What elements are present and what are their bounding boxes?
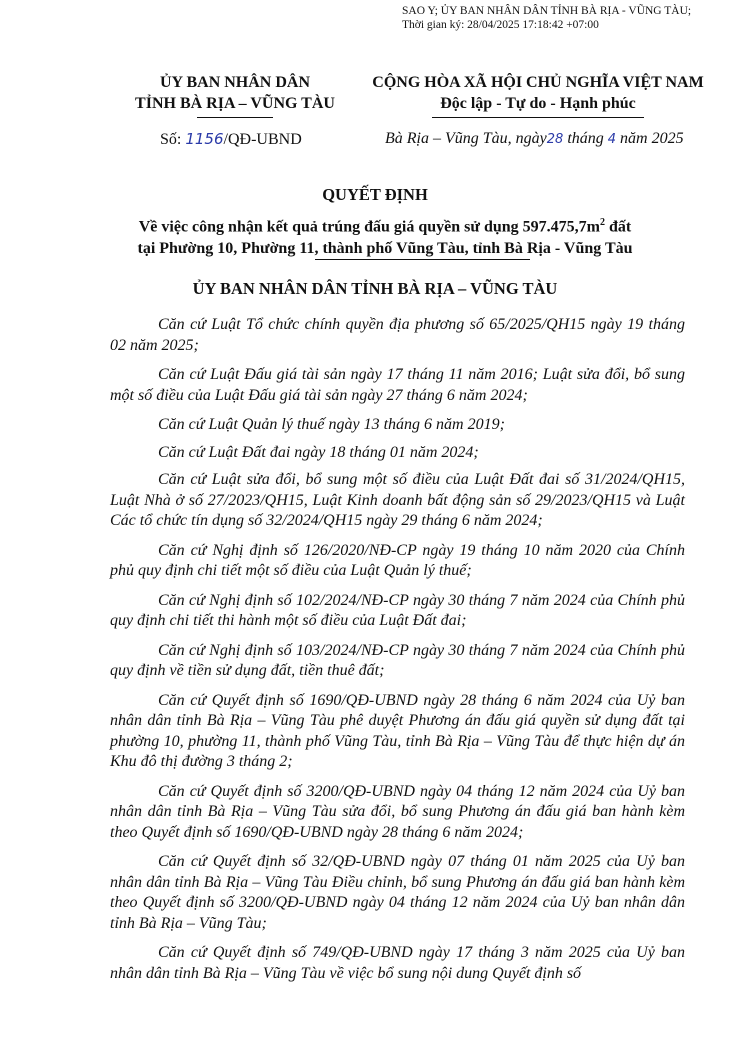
- place-and-date: [385, 130, 684, 148]
- stamp-signing-time: Thời gian ký: 28/04/2025 17:18:42 +07:00: [402, 19, 599, 31]
- date-year: năm 2025: [620, 130, 684, 147]
- issuing-authority-line-1: ỦY BAN NHÂN DÂN: [159, 74, 311, 91]
- legal-basis-paragraph: Căn cứ Quyết định số 3200/QĐ-UBND ngày 04 tháng 12 năm 2024 của Uỷ ban nhân dân tỉnh Bà Rịa – Vũng Tàu sửa đổi, bổ sung Phương án đấu giá ban hành kèm theo Quyết định số 1690/QĐ-UBND ngày 28 tháng 6 năm 2024;: [110, 782, 685, 841]
- legal-basis-paragraph: Căn cứ Nghị định số 102/2024/NĐ-CP ngày 30 tháng 7 năm 2024 của Chính phủ quy định chi tiết thi hành một số điều của Luật Đất đai;: [110, 591, 685, 629]
- subject-line-2: tại Phường 10, Phường 11, thành phố Vũng Tàu, tỉnh Bà Rịa - Vũng Tàu: [137, 240, 633, 258]
- issuing-authority-header: [110, 72, 360, 114]
- doc-number-suffix: /QĐ-UBND: [223, 131, 302, 148]
- stamp-line-1: SAO Y; ỦY BAN NHÂN DÂN TỈNH BÀ RỊA - VŨNG TÀU;: [402, 5, 692, 17]
- date-day-handwritten: 28: [546, 132, 564, 147]
- doc-number-handwritten: 1156: [185, 130, 224, 148]
- document-subject: [60, 212, 710, 260]
- doc-number-prefix: Số:: [160, 131, 182, 148]
- legal-basis-paragraph: Căn cứ Quyết định số 32/QĐ-UBND ngày 07 tháng 01 năm 2025 của Uỷ ban nhân dân tỉnh Bà Rịa – Vũng Tàu Điều chỉnh, bổ sung Phương án đấu giá ban hành kèm theo Quyết định số 3200/QĐ-UBND ngày 04 tháng 12 năm 2024 của Uỷ ban nhân dân tỉnh Bà Rịa – Vũng Tàu;: [110, 853, 685, 932]
- document-number: [160, 130, 302, 149]
- legal-basis-paragraph: Căn cứ Luật sửa đổi, bổ sung một số điều của Luật Đất đai số 31/2024/QH15, Luật Nhà ở số 27/2023/QH15, Luật Kinh doanh bất động sản số 29/2023/QH15 và Luật Các tổ chức tín dụng số 32/2024/QH15 ngày 29 tháng 6 năm 2024;: [110, 471, 685, 529]
- legal-basis-paragraph: Căn cứ Quyết định số 1690/QĐ-UBND ngày 28 tháng 6 năm 2024 của Uỷ ban nhân dân tỉnh Bà Rịa – Vũng Tàu phê duyệt Phương án đấu giá quyền sử dụng đất tại phường 10, phường 11, thành phố Vũng Tàu, tỉnh Bà Rịa – Vũng Tàu để thực hiện dự án Khu đô thị đường 3 tháng 2;: [110, 691, 685, 770]
- legal-basis-paragraph: Căn cứ Luật Quản lý thuế ngày 13 tháng 6 năm 2019;: [158, 416, 505, 433]
- legal-basis-paragraph: Căn cứ Quyết định số 749/QĐ-UBND ngày 17 tháng 3 năm 2025 của Uỷ ban nhân dân tỉnh Bà Rịa – Vũng Tàu về việc bổ sung nội dung Quyết định số: [110, 944, 685, 982]
- subject-line-1: Về việc công nhận kết quả trúng đấu giá quyền sử dụng $597.475,7m^2$ đất: [138, 217, 632, 236]
- document-title: QUYẾT ĐỊNH: [322, 185, 428, 204]
- national-motto: Độc lập - Tự do - Hạnh phúc: [440, 95, 636, 112]
- legal-basis-paragraph: Căn cứ Luật Tổ chức chính quyền địa phương số 65/2025/QH15 ngày 19 tháng 02 năm 2025;: [110, 316, 685, 354]
- legal-basis-paragraph: Căn cứ Nghị định số 103/2024/NĐ-CP ngày 30 tháng 7 năm 2024 của Chính phủ quy định về tiền sử dụng đất, tiền thuê đất;: [110, 641, 685, 679]
- subject-superscript: 2: [600, 217, 605, 228]
- issuing-authority-line-2: TỈNH BÀ RỊA – VŨNG TÀU: [135, 95, 335, 112]
- date-month-label: tháng: [567, 130, 604, 147]
- legal-basis-paragraph: Căn cứ Luật Đất đai ngày 18 tháng 01 năm 2024;: [158, 443, 479, 461]
- digital-copy-stamp: [402, 4, 742, 32]
- legal-basis-section: [110, 315, 685, 993]
- national-motto-header: [358, 72, 718, 114]
- national-motto-underline: [432, 117, 644, 118]
- date-month-handwritten: 4: [607, 132, 617, 147]
- date-place: Bà Rịa – Vũng Tàu, ngày: [385, 130, 547, 147]
- legal-basis-paragraph: Căn cứ Nghị định số 126/2020/NĐ-CP ngày 19 tháng 10 năm 2020 của Chính phủ quy định chi tiết một số điều của Luật Quản lý thuế;: [110, 541, 685, 579]
- subject-underline: [315, 259, 530, 260]
- issuing-authority-underline: [197, 117, 273, 118]
- legal-basis-paragraph: Căn cứ Luật Đấu giá tài sản ngày 17 tháng 11 năm 2016; Luật sửa đổi, bổ sung một số điều của Luật Đấu giá tài sản ngày 27 tháng 6 năm 2024;: [110, 366, 685, 404]
- national-title: CỘNG HÒA XÃ HỘI CHỦ NGHĨA VIỆT NAM: [372, 74, 704, 91]
- deciding-authority: ỦY BAN NHÂN DÂN TỈNH BÀ RỊA – VŨNG TÀU: [192, 279, 558, 298]
